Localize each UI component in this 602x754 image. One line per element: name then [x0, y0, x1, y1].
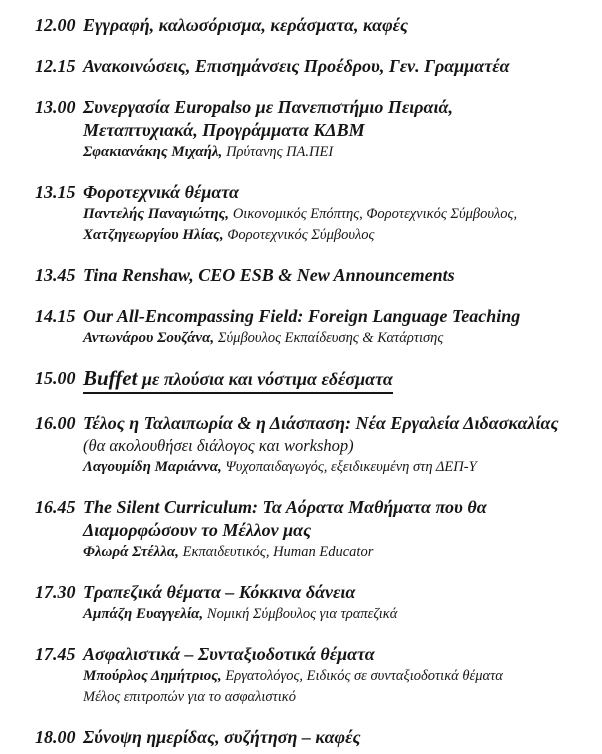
schedule-entry: [35, 581, 594, 625]
entry-content: [83, 55, 594, 78]
entry-time: 15.00: [35, 368, 76, 388]
speaker-name: Χατζηγεωργίου Ηλίας,: [83, 227, 224, 243]
entry-time: 16.00: [35, 413, 76, 433]
entry-time: 13.45: [35, 265, 76, 285]
entry-title-line: Ανακοινώσεις, Επισημάνσεις Προέδρου, Γεν. Γραμματέα: [83, 56, 510, 76]
schedule-entry: [35, 181, 594, 246]
title-segment: με πλούσια και νόστιμα εδέσματα: [137, 369, 393, 389]
schedule-entry: [35, 96, 594, 163]
speaker-role: Φοροτεχνικός Σύμβουλος: [227, 227, 375, 243]
entry-title-line: Tina Renshaw, CEO ESB & New Announcements: [83, 265, 455, 285]
speaker-role: Σύμβουλος Εκπαίδευσης & Κατάρτισης: [217, 330, 444, 346]
entry-content: [83, 96, 594, 163]
entry-title-line: Μεταπτυχιακά, Προγράμματα ΚΔΒΜ: [83, 120, 365, 140]
schedule-entry: [35, 643, 594, 708]
speaker-line: [83, 328, 594, 349]
speaker-line: [83, 666, 594, 687]
schedule-entry: [35, 367, 594, 394]
entry-time: 14.15: [35, 306, 76, 326]
speaker-role: Οικονομικός Επόπτης, Φοροτεχνικός Σύμβουλος,: [232, 206, 518, 222]
entry-title-line: Σύνοψη ημερίδας, συζήτηση – καφές: [83, 727, 361, 747]
speaker-role: Εργατολόγος, Ειδικός σε συνταξιοδοτικά θέματα: [225, 668, 503, 684]
entry-time: 12.00: [35, 15, 76, 35]
entry-content: [83, 496, 594, 563]
speaker-line: [83, 604, 594, 625]
speaker-line: [83, 542, 594, 563]
speaker-name: Μπούρλος Δημήτριος,: [83, 668, 222, 684]
speaker-role: Πρύτανης ΠΑ.ΠΕΙ: [226, 144, 334, 160]
speaker-name: Λαγουμίδη Μαριάννα,: [83, 459, 222, 475]
schedule-entry: [35, 55, 594, 78]
entry-time: 17.45: [35, 644, 76, 664]
speaker-role: Εκπαιδευτικός, Human Educator: [182, 544, 374, 560]
entry-title-line: Εγγραφή, καλωσόρισμα, κεράσματα, καφές: [83, 15, 409, 35]
underlined-title: [83, 367, 393, 394]
schedule-entry: [35, 726, 594, 749]
entry-time: 17.30: [35, 582, 76, 602]
entry-title-line: Our All-Encompassing Field: Foreign Language Teaching: [83, 306, 521, 326]
entry-content: [83, 14, 594, 37]
speaker-line: [83, 225, 594, 246]
entry-time: 18.00: [35, 727, 76, 747]
entry-time: 13.15: [35, 182, 76, 202]
entry-title-line: The Silent Curriculum: Τα Αόρατα Μαθήματα που θα: [83, 497, 487, 517]
entry-time: 16.45: [35, 497, 76, 517]
schedule-entry: [35, 14, 594, 37]
entry-content: [83, 305, 594, 349]
schedule-list: [35, 14, 594, 749]
speaker-name: Φλωρά Στέλλα,: [83, 544, 179, 560]
speaker-line: [83, 204, 594, 225]
speaker-name: Παντελής Παναγιώτης,: [83, 206, 230, 222]
entry-title-line: Τέλος η Ταλαιπωρία & η Διάσπαση: Νέα Εργαλεία Διδασκαλίας: [83, 413, 559, 433]
speaker-line: [83, 142, 594, 163]
schedule-entry: [35, 305, 594, 349]
entry-note: Μέλος επιτροπών για το ασφαλιστικό: [83, 689, 297, 705]
entry-title-line: [83, 367, 594, 394]
speaker-name: Αντωνάρου Σουζάνα,: [83, 330, 215, 346]
entry-subtitle: (θα ακολουθήσει διάλογος και workshop): [83, 436, 354, 455]
entry-time: 12.15: [35, 56, 76, 76]
entry-content: [83, 367, 594, 394]
schedule-entry: [35, 264, 594, 287]
entry-content: [83, 726, 594, 749]
entry-content: [83, 264, 594, 287]
entry-title-line: Διαμορφώσουν το Μέλλον μας: [83, 520, 312, 540]
entry-time: 13.00: [35, 97, 76, 117]
entry-content: [83, 643, 594, 708]
entry-title-line: Ασφαλιστικά – Συνταξιοδοτικά θέματα: [83, 644, 375, 664]
speaker-line: [83, 457, 594, 478]
speaker-role: Ψυχοπαιδαγωγός, εξειδικευμένη στη ΔΕΠ-Υ: [225, 459, 477, 475]
entry-title-line: Συνεργασία Europalso με Πανεπιστήμιο Πειραιά,: [83, 97, 453, 117]
speaker-name: Σφακιανάκης Μιχαήλ,: [83, 144, 223, 160]
speaker-role: Νομική Σύμβουλος για τραπεζικά: [206, 606, 398, 622]
schedule-entry: [35, 412, 594, 478]
entry-content: [83, 181, 594, 246]
schedule-entry: [35, 496, 594, 563]
speaker-name: Αμπάζη Ευαγγελία,: [83, 606, 204, 622]
entry-title-line: Τραπεζικά θέματα – Κόκκινα δάνεια: [83, 582, 356, 602]
entry-content: [83, 581, 594, 625]
title-segment: Buffet: [83, 366, 138, 390]
entry-title-line: Φοροτεχνικά θέματα: [83, 182, 239, 202]
entry-content: [83, 412, 594, 478]
